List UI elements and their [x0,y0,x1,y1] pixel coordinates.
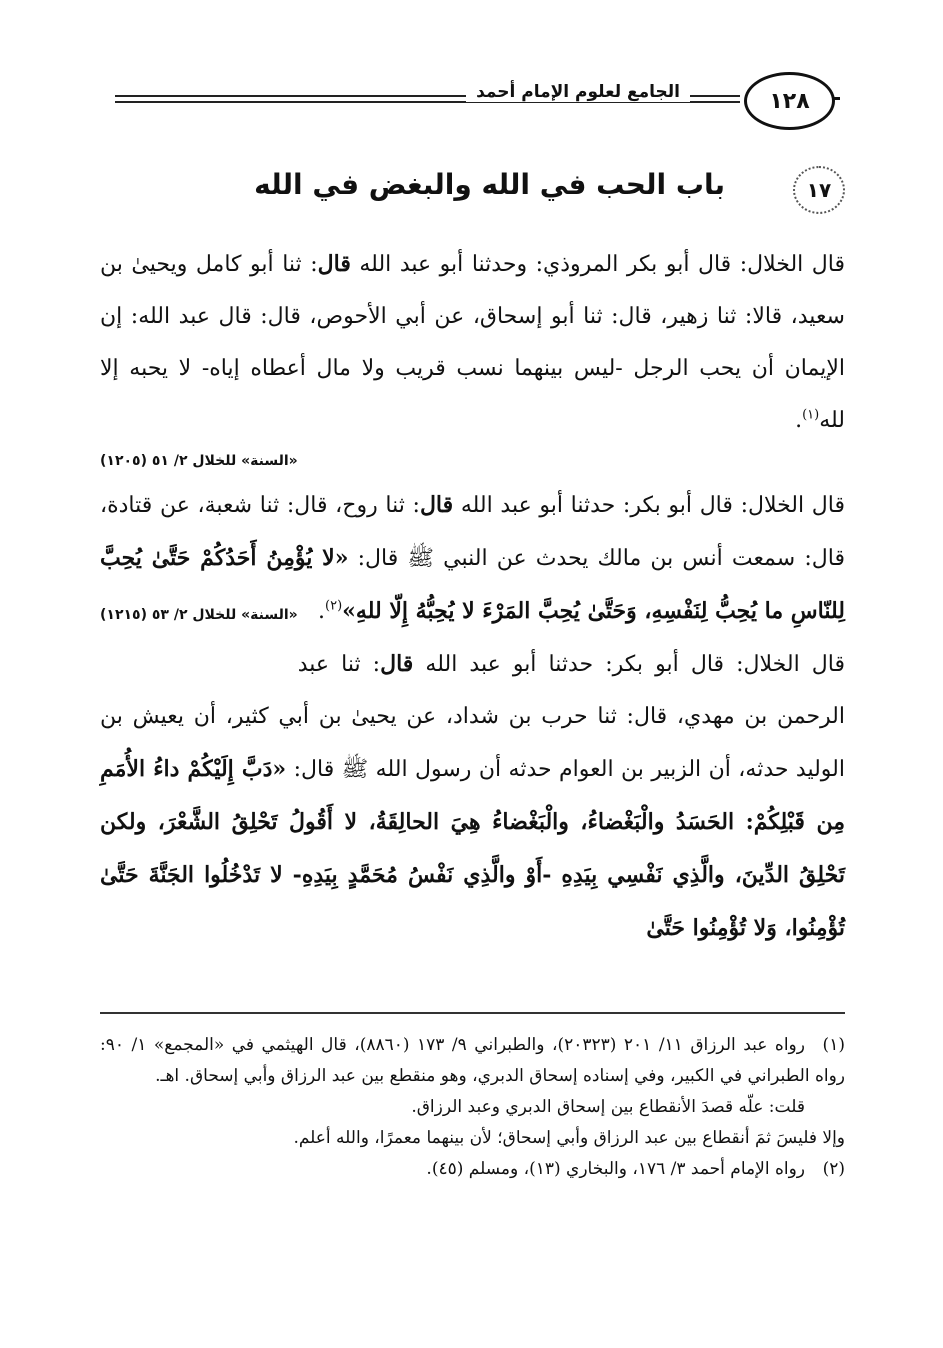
narration-keyword: قال [419,492,454,518]
source-citation: «السنة» للخلال ٢/ ٥٣ (١٢١٥) [100,607,298,623]
narration-end: . [795,408,803,433]
page-header [115,62,840,142]
footnote-text: رواه الإمام أحمد ٣/ ١٧٦، والبخاري (١٣)، ومسلم (٤٥). [426,1159,805,1179]
page-number: ١٢٨ [744,72,835,130]
narration-text: قال الخلال: قال أبو بكر المروذي: وحدثنا أبو عبد الله [359,252,846,277]
source-citation: «السنة» للخلال ٢/ ٥١ (١٢٠٥) [100,453,298,469]
footnote-text: رواه عبد الرزاق ١١/ ٢٠١ (٢٠٣٢٣)، والطبراني ٩/ ١٧٣ (٨٨٦٠)، قال الهيثمي في «المجمع» ١/ ٩٠: رواه الطبراني في الكبير، وفي إسناده إسحاق الدبري، وهو منقطع بين عبد الرزاق وأبي إسحاق. اهـ. [100,1035,845,1086]
footnote-ref[interactable]: (١) [802,407,820,423]
footnote-number: (٢) [822,1159,845,1179]
narration-text: : ثنا أبو كامل ويحيىٰ بن سعيد، قالا: ثنا زهير، قال: ثنا أبو إسحاق، عن أبي الأحوص، قال: قال عبد الله: إن الإيمان أن يحب الرجل -ليس بينهما نسب قريب ولا مال أعطاه إياه- لا يحبه إلا لله [100,252,845,433]
footnote-1-note-2: وإلا فليسَ ثمَ أنقطاع بين عبد الرزاق وأبي إسحاق؛ لأن بينهما معمرًا، والله أعلم. [293,1128,845,1148]
running-title: الجامع لعلوم الإمام أحمد [466,82,690,102]
footnote-divider [100,1012,845,1014]
footnote-1-note: قلت: علّه قصدَ الأنقطاع بين إسحاق الدبري وعبد الرزاق. [411,1097,805,1117]
main-text [100,238,845,955]
footnote-ref[interactable]: (٢) [325,598,343,614]
narration-text: قال الخلال: قال أبو بكر: حدثنا أبو عبد الله [460,493,845,518]
hadith-text: «لا يُؤْمِنُ أَحَدُكُمْ حَتَّىٰ يُحِبَّ لِلنّاسِ ما يُحِبُّ لِنَفْسِهِ، وَحَتَّىٰ يُحِبَّ المَرْءَ لا يُحِبُّهُ إِلّا للهِ» [100,545,845,624]
footnotes [100,1030,845,1185]
chapter-heading [100,160,845,220]
narration-text: : ثنا روح، قال: ثنا شعبة، عن قتادة، قال: سمعت أنس بن مالك يحدث عن النبي ﷺ قال: [100,493,845,571]
narration-2 [100,479,845,638]
narration-text: : ثنا عبد الرحمن بن مهدي، قال: ثنا حرب بن شداد، عن يحيىٰ بن أبي كثير، أن يعيش بن الوليد حدثه، أن الزبير بن العوام حدثه أن رسول الله ﷺ قال: [100,652,845,782]
chapter-number: ١٧ [793,166,845,214]
hadith-text: «دَبَّ إِلَيْكُمْ داءُ الأُمَمِ مِن قَبْلِكُمْ: الحَسَدُ والْبَغْضاءُ، والْبَغْضاءُ هِيَ الحالِقَةُ، لا أَقُولُ تَحْلِقُ الشَّعْرَ، ولكن تَحْلِقُ الدِّينَ، والَّذِي نَفْسِي بِيَدِهِ -أَوْ والَّذِي نَفْسُ مُحَمَّدٍ بِيَدِهِ- لا تَدْخُلُوا الجَنَّةَ حَتَّىٰ تُؤْمِنُوا، وَلا تُؤْمِنُوا حَتَّىٰ [100,756,845,941]
narration-end: . [318,599,326,624]
chapter-title: باب الحب في الله والبغض في الله [254,168,725,201]
narration-keyword: قال [380,651,414,677]
narration-text: قال الخلال: قال أبو بكر: حدثنا أبو عبد الله [425,652,845,677]
footnote-2 [100,1154,845,1185]
footnote-number: (١) [822,1035,845,1055]
narration-keyword: قال [317,251,351,277]
narration-3 [100,638,845,955]
narration-1 [100,238,845,447]
footnote-1 [100,1030,845,1092]
